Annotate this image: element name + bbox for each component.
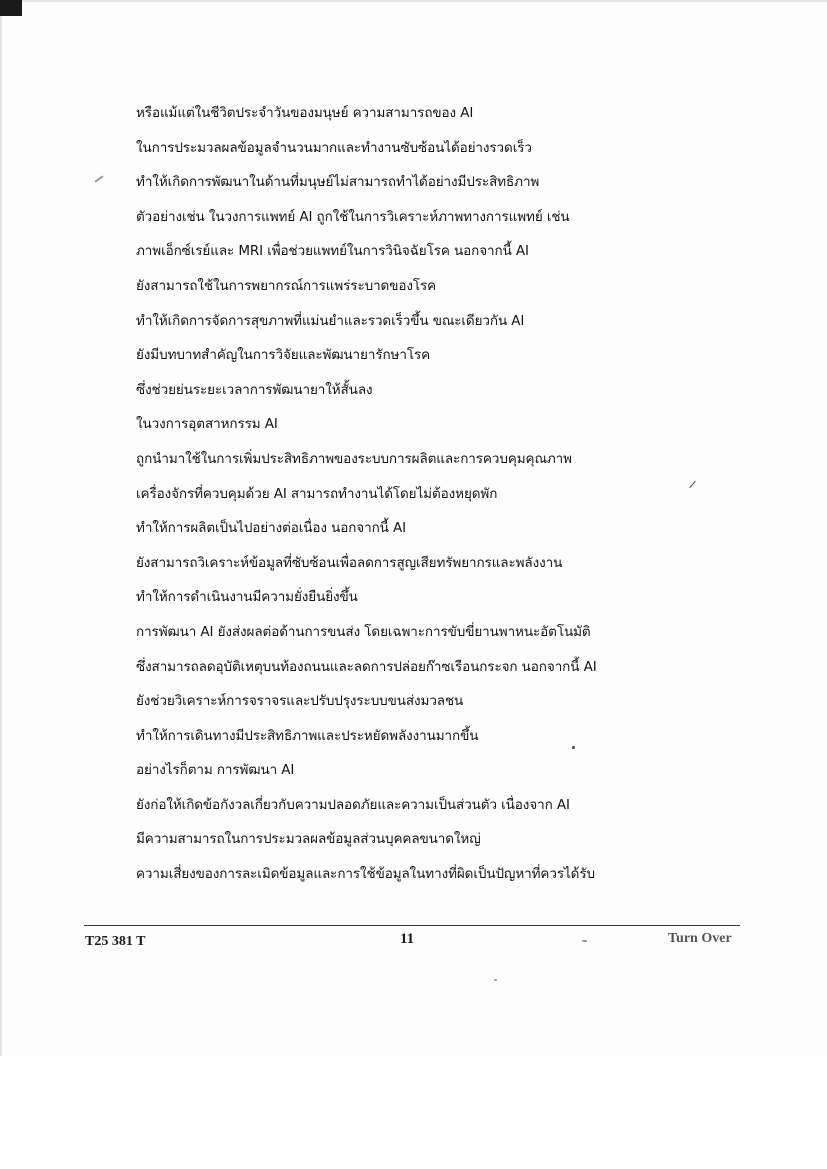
scan-speck <box>572 746 575 749</box>
paper-code: T25 381 T <box>85 934 146 949</box>
scan-speck <box>582 940 587 942</box>
text-line: ซึ่งสามารถลดอุบัติเหตุบนท้องถนนและลดการปล่อยก๊าซเรือนกระจก นอกจากนี้ AI <box>136 658 597 675</box>
text-line: ยังช่วยวิเคราะห์การจราจรและปรับปรุงระบบขนส่งมวลชน <box>136 693 464 710</box>
text-line: ในการประมวลผลข้อมูลจำนวนมากและทำงานซับซ้อนได้อย่างรวดเร็ว <box>136 139 532 156</box>
text-line: ภาพเอ็กซ์เรย์และ MRI เพื่อช่วยแพทย์ในการวินิจฉัยโรค นอกจากนี้ AI <box>136 243 529 260</box>
scan-edge-left <box>0 16 2 1056</box>
text-line: ยังก่อให้เกิดข้อกังวลเกี่ยวกับความปลอดภัยและความเป็นส่วนตัว เนื่องจาก AI <box>136 796 570 813</box>
text-line: ซึ่งช่วยย่นระยะเวลาการพัฒนายาให้สั้นลง <box>136 381 373 398</box>
footer-rule <box>84 925 740 926</box>
text-line: ยังสามารถวิเคราะห์ข้อมูลที่ซับซ้อนเพื่อลดการสูญเสียทรัพยากรและพลังงาน <box>136 554 563 571</box>
scan-speck <box>494 979 497 981</box>
text-line: ในวงการอุตสาหกรรม AI <box>136 416 278 433</box>
text-line: ทำให้เกิดการจัดการสุขภาพที่แม่นยำและรวดเร็วขึ้น ขณะเดียวกัน AI <box>136 312 525 329</box>
text-line: ทำให้การผลิตเป็นไปอย่างต่อเนื่อง นอกจากนี้ AI <box>136 520 407 537</box>
scan-edge-top <box>22 0 827 2</box>
text-line: หรือแม้แต่ในชีวิตประจำวันของมนุษย์ ความสามารถของ AI <box>136 105 474 121</box>
text-line: เครื่องจักรที่ควบคุมด้วย AI สามารถทำงานได้โดยไม่ต้องหยุดพัก <box>136 485 498 502</box>
text-line: ตัวอย่างเช่น ในวงการแพทย์ AI ถูกใช้ในการวิเคราะห์ภาพทางการแพทย์ เช่น <box>136 208 570 225</box>
text-line: มีความสามารถในการประมวลผลข้อมูลส่วนบุคคลขนาดใหญ่ <box>136 831 481 848</box>
text-line: ทำให้เกิดการพัฒนาในด้านที่มนุษย์ไม่สามารถทำได้อย่างมีประสิทธิภาพ <box>136 174 540 191</box>
text-line: การพัฒนา AI ยังส่งผลต่อด้านการขนส่ง โดยเฉพาะการขับขี่ยานพาหนะอัตโนมัติ <box>136 623 591 640</box>
text-line: ทำให้การดำเนินงานมีความยั่งยืนยิ่งขึ้น <box>136 589 358 606</box>
text-line: ยังมีบทบาทสำคัญในการวิจัยและพัฒนายารักษาโรค <box>136 347 431 364</box>
text-line: ถูกนำมาใช้ในการเพิ่มประสิทธิภาพของระบบการผลิตและการควบคุมคุณภาพ <box>136 450 572 467</box>
answer-text-block <box>136 96 676 892</box>
scan-speck <box>689 481 696 489</box>
turn-over-label: Turn Over <box>668 931 732 946</box>
scan-bottom-margin <box>0 1056 827 1169</box>
text-line: ทำให้การเดินทางมีประสิทธิภาพและประหยัดพลังงานมากขึ้น <box>136 727 479 744</box>
text-line: อย่างไรก็ตาม การพัฒนา AI <box>136 762 295 779</box>
scan-corner-mark <box>0 0 22 16</box>
scan-speck <box>94 175 103 182</box>
page-number: 11 <box>400 931 415 947</box>
text-line: ความเสี่ยงของการละเมิดข้อมูลและการใช้ข้อมูลในทางที่ผิดเป็นปัญหาที่ควรได้รับ <box>136 866 595 883</box>
text-line: ยังสามารถใช้ในการพยากรณ์การแพร่ระบาดของโรค <box>136 277 437 294</box>
